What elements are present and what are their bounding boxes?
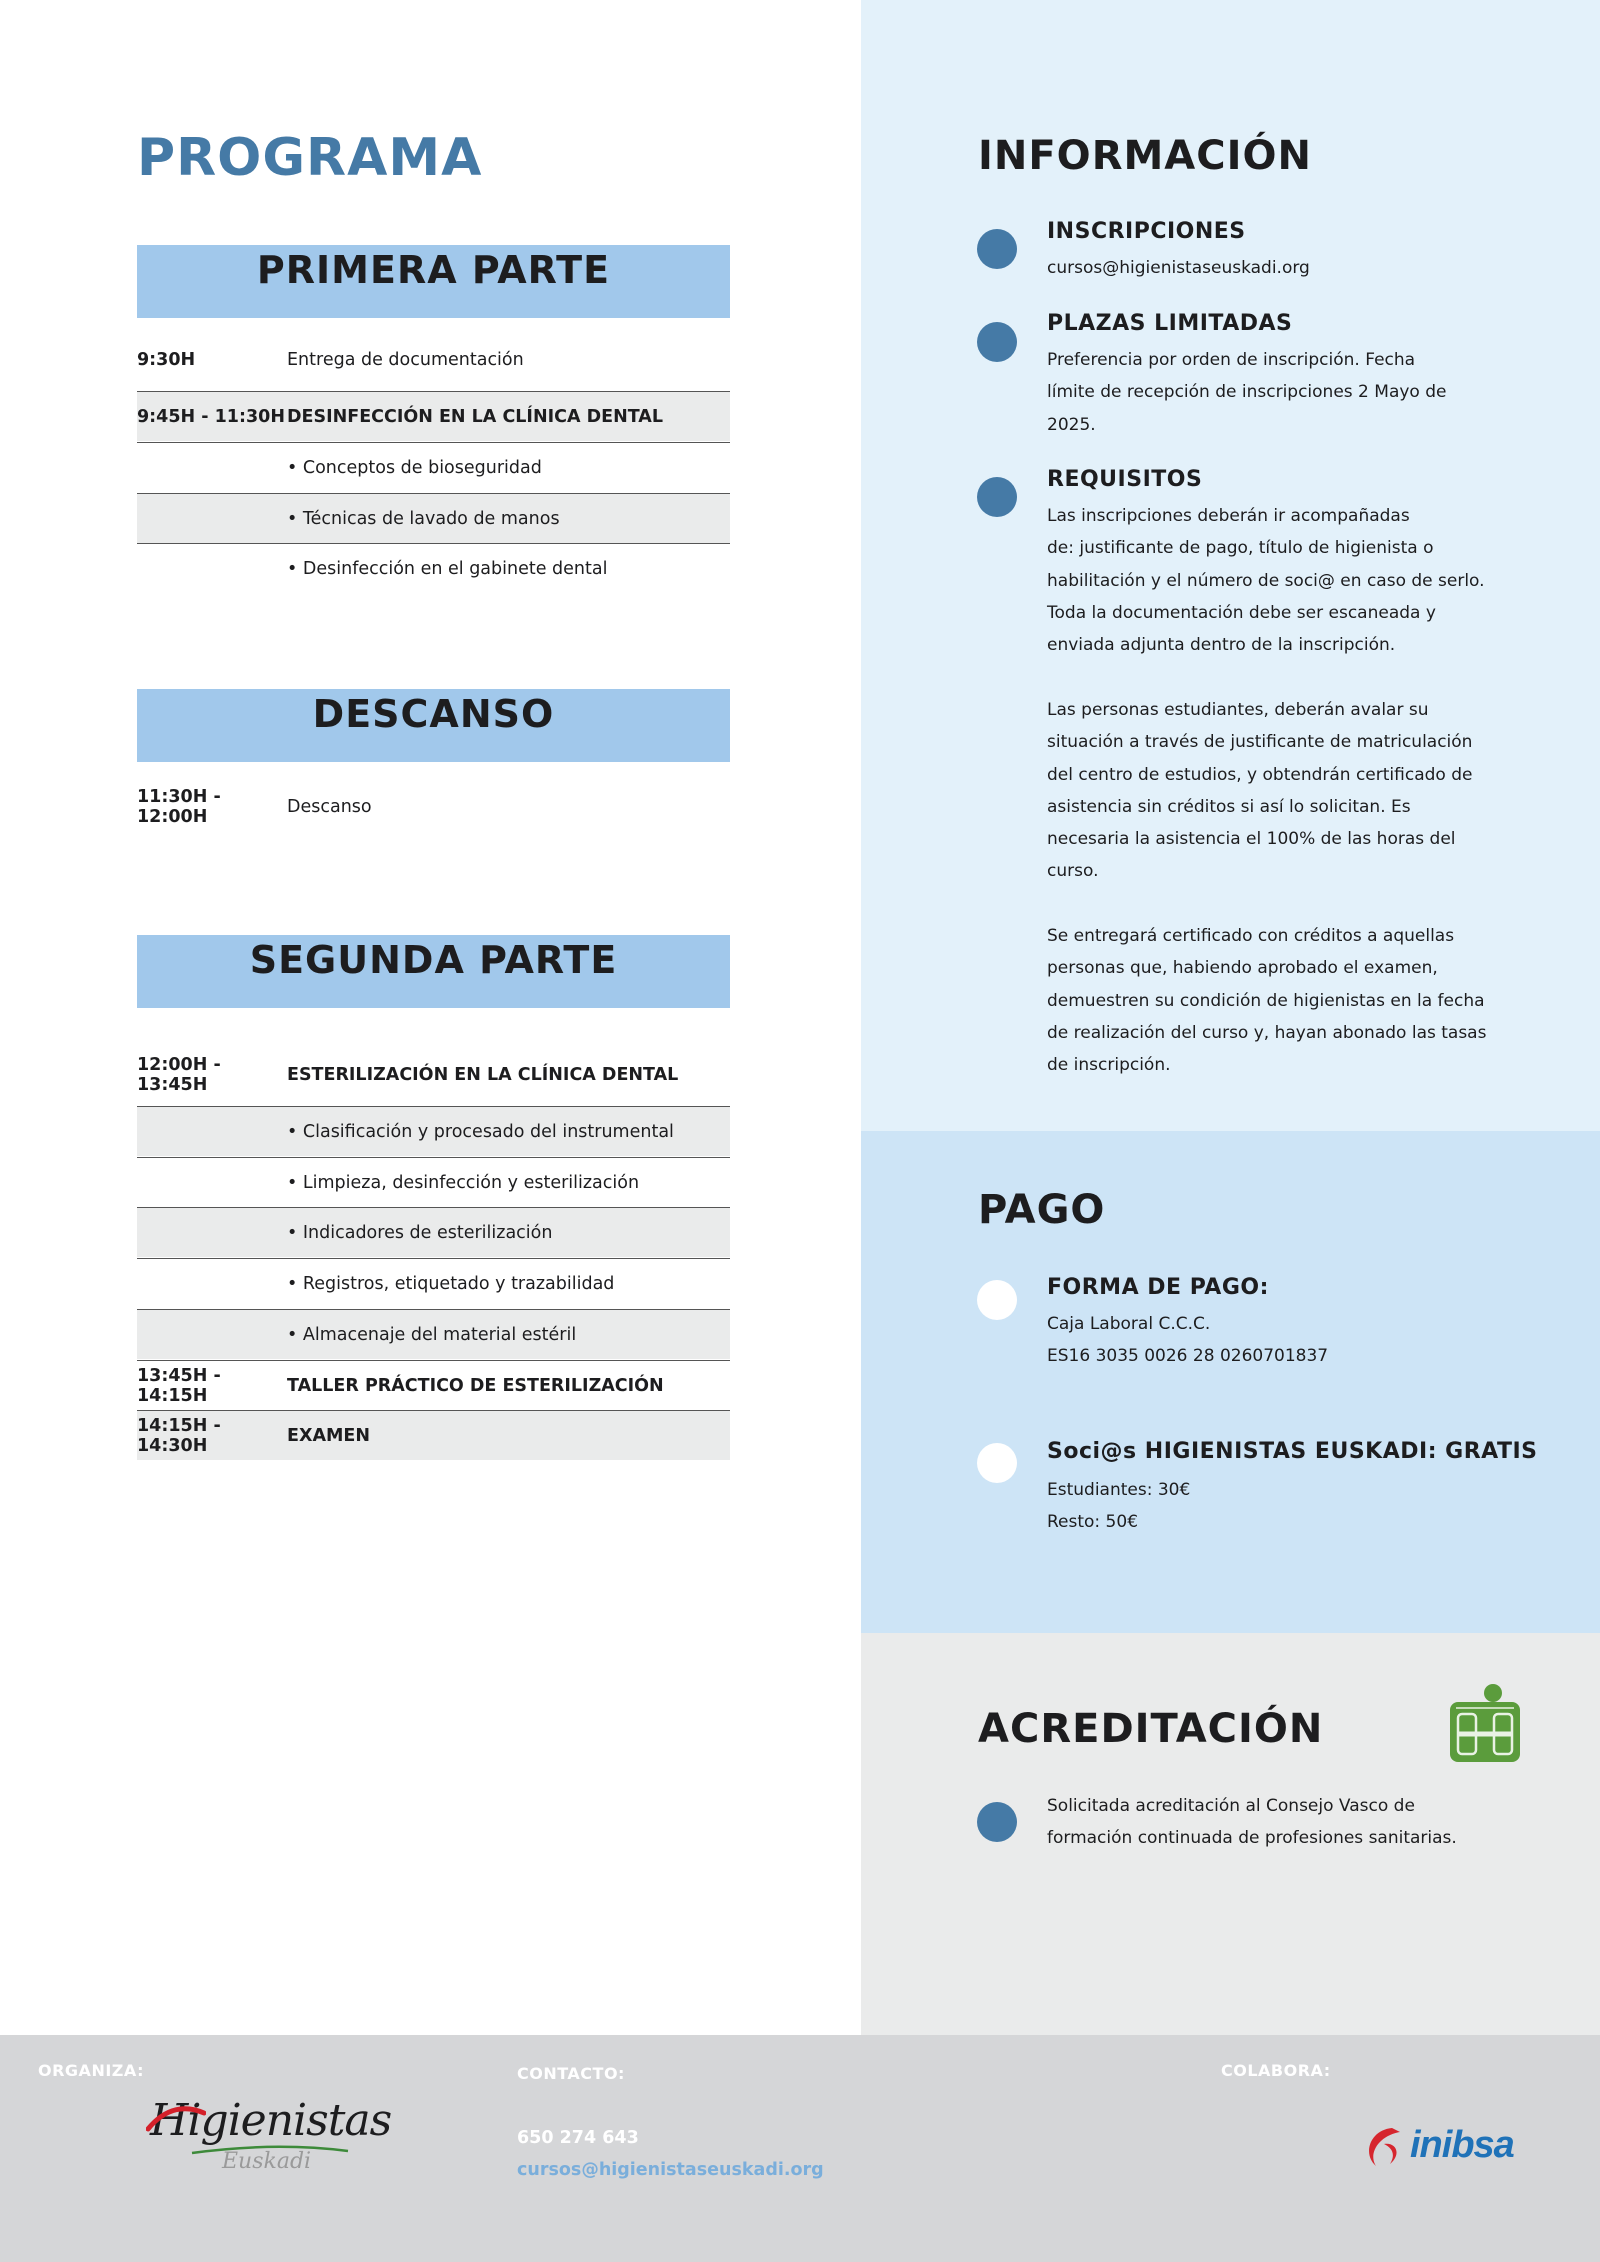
schedule-row [137, 782, 730, 832]
row-time: 13:45H - 14:15H [137, 1365, 221, 1406]
inscripciones-title: INSCRIPCIONES [1047, 219, 1246, 244]
bullet-dot-icon [977, 229, 1017, 269]
pago-title: PAGO [978, 1187, 1106, 1233]
bullet-dot-icon [977, 1443, 1017, 1483]
euskadi-logo-text: Euskadi [222, 2149, 312, 2174]
precio-resto: Resto: 50€ [1047, 1512, 1139, 1532]
schedule-row [137, 1106, 730, 1156]
schedule-row [137, 1258, 730, 1308]
row-desc: ESTERILIZACIÓN EN LA CLÍNICA DENTAL [287, 1065, 679, 1085]
segunda-parte-heading: SEGUNDA PARTE [137, 935, 730, 1008]
requisitos-title: REQUISITOS [1047, 467, 1203, 492]
requisitos-paragraph-1: Las inscripciones deberán ir acompañadas de: justificante de pago, título de higienista o habilitación y el número de soci@ en caso de serlo. Toda la documentación debe ser escaneada y enviada adjunta dentro de la inscripción. [1047, 506, 1485, 656]
schedule-row [137, 1157, 730, 1207]
schedule-row [137, 1050, 730, 1100]
row-desc: • Limpieza, desinfección y esterilización [287, 1172, 640, 1193]
bullet-dot-icon [977, 477, 1017, 517]
row-desc: Descanso [287, 797, 372, 817]
plazas-text: Preferencia por orden de inscripción. Fecha límite de recepción de inscripciones 2 Mayo de 2025. [1047, 350, 1447, 435]
acreditacion-title: ACREDITACIÓN [978, 1706, 1324, 1752]
row-desc: • Desinfección en el gabinete dental [287, 558, 608, 579]
forma-pago-iban: ES16 3035 0026 28 0260701837 [1047, 1346, 1329, 1366]
row-desc: TALLER PRÁCTICO DE ESTERILIZACIÓN [287, 1375, 664, 1396]
colabora-label: COLABORA: [1221, 2061, 1331, 2080]
primera-parte-heading: PRIMERA PARTE [137, 245, 730, 318]
higienistas-logo [150, 2095, 392, 2185]
pago-panel [861, 1131, 1600, 1633]
requisitos-paragraph-2: Las personas estudiantes, deberán avalar su situación a través de justificante de matriculación del centro de estudios, y obtendrán certificado de asistencia sin créditos si así lo solicitan. Es necesaria la asistencia el 100% de las horas del curso. [1047, 700, 1473, 882]
programa-title: PROGRAMA [137, 128, 483, 188]
row-desc: EXAMEN [287, 1425, 371, 1446]
schedule-row [137, 543, 730, 593]
row-desc: • Clasificación y procesado del instrumental [287, 1121, 674, 1142]
schedule-row [137, 442, 730, 492]
inscripciones-email: cursos@higienistaseuskadi.org [1047, 258, 1310, 278]
descanso-heading: DESCANSO [137, 689, 730, 762]
contact-email[interactable]: cursos@higienistaseuskadi.org [517, 2160, 824, 2180]
organiza-label: ORGANIZA: [38, 2061, 144, 2080]
requisitos-paragraph-3: Se entregará certificado con créditos a aquellas personas que, habiendo aprobado el examen, demuestren su condición de higienistas en la fecha de realización del curso y, hayan abonado las tasas de inscripción. [1047, 926, 1487, 1076]
schedule-row [137, 1410, 730, 1460]
acreditacion-seal-icon [1448, 1684, 1522, 1764]
row-desc: • Conceptos de bioseguridad [287, 457, 542, 478]
schedule-row [137, 493, 730, 543]
socios-title: Soci@s HIGIENISTAS EUSKADI: GRATIS [1047, 1439, 1538, 1464]
schedule-row [137, 1207, 730, 1257]
row-time: 9:30H [137, 350, 196, 370]
row-time: 12:00H - 13:45H [137, 1055, 221, 1095]
row-desc: • Almacenaje del material estéril [287, 1324, 577, 1345]
inibsa-logo-mark-icon [1362, 2124, 1406, 2170]
schedule-row [137, 335, 730, 385]
informacion-title: INFORMACIÓN [978, 133, 1312, 179]
row-time: 14:15H - 14:30H [137, 1415, 221, 1456]
inibsa-logo [1362, 2122, 1522, 2172]
row-desc: • Indicadores de esterilización [287, 1222, 553, 1243]
higienistas-logo-text: Higienistas [150, 2095, 392, 2146]
bullet-dot-icon [977, 1280, 1017, 1320]
higienistas-logo-swoosh-icon [146, 2103, 206, 2133]
bullet-dot-icon [977, 322, 1017, 362]
forma-pago-title: FORMA DE PAGO: [1047, 1275, 1269, 1300]
schedule-row [137, 391, 730, 441]
schedule-row [137, 1360, 730, 1410]
row-desc: • Registros, etiquetado y trazabilidad [287, 1273, 615, 1294]
bullet-dot-icon [977, 1802, 1017, 1842]
row-desc: • Técnicas de lavado de manos [287, 508, 560, 529]
contact-phone: 650 274 643 [517, 2128, 639, 2148]
row-desc: Entrega de documentación [287, 350, 524, 370]
inibsa-logo-text: inibsa [1410, 2124, 1514, 2166]
row-time: 9:45H - 11:30H [137, 406, 285, 427]
precio-estudiantes: Estudiantes: 30€ [1047, 1480, 1191, 1500]
forma-pago-bank: Caja Laboral C.C.C. [1047, 1314, 1211, 1334]
acreditacion-text: Solicitada acreditación al Consejo Vasco de formación continuada de profesiones sanitarias. [1047, 1796, 1457, 1849]
schedule-row [137, 1309, 730, 1359]
contacto-label: CONTACTO: [517, 2064, 625, 2083]
plazas-title: PLAZAS LIMITADAS [1047, 311, 1293, 336]
row-desc: DESINFECCIÓN EN LA CLÍNICA DENTAL [287, 406, 663, 427]
row-time: 11:30H - 12:00H [137, 787, 221, 827]
